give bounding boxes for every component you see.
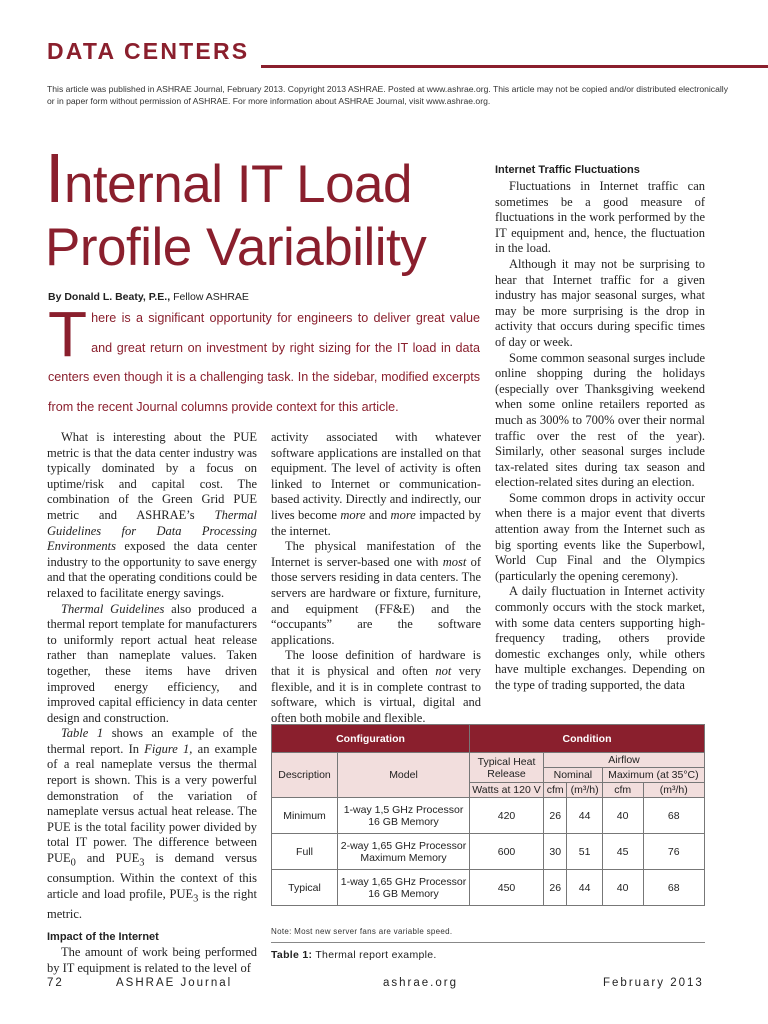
- emphasis: Thermal Guidelines for Data Processing Environments: [47, 507, 257, 554]
- paragraph: A daily fluctuation in Internet activity commonly occurs with the stock market, with some data centers supporting high-frequency trading, others provide domestic exchanges only, while others have multiple exchanges. Depending on the type of trading supported, the data: [495, 584, 705, 692]
- model-line: 16 GB Memory: [368, 887, 439, 900]
- emphasis: more: [340, 507, 366, 522]
- text: The loose definition of hardware is that it is physical and often: [271, 648, 481, 678]
- header-configuration: Configuration: [272, 725, 470, 753]
- cell-m3h-nominal: 51: [567, 834, 602, 870]
- header-condition: Condition: [470, 725, 705, 753]
- headline-line-1: [45, 139, 413, 217]
- model-line: Maximum Memory: [360, 851, 447, 864]
- header-watts: Watts at 120 V: [470, 783, 544, 798]
- cell-m3h-nominal: 44: [567, 870, 602, 906]
- footer-url[interactable]: ashrae.org: [383, 977, 458, 989]
- paragraph: [47, 602, 257, 727]
- header-m3h: (m³/h): [643, 783, 704, 798]
- section-rule: [261, 65, 768, 68]
- subheading-internet-traffic: Internet Traffic Fluctuations: [495, 164, 640, 176]
- emphasis: Table 1: [61, 726, 104, 741]
- text: activity associated with whatever software applications are installed on that equipment. The level of activity is often linked to Internet or communication-based activity. Directly and indirectly, our lives become: [271, 430, 481, 522]
- cell-cfm-max: 40: [602, 798, 643, 834]
- cell-m3h-max: 68: [643, 798, 704, 834]
- header-m3h: (m³/h): [567, 783, 602, 798]
- cell-cfm-nominal: 30: [544, 834, 567, 870]
- table-row: [272, 870, 705, 906]
- text: of those servers residing in data centers. The servers are hardware or fixture, furniture, and equipment (FF&E) and the “occupants” are the software applications.: [271, 554, 481, 647]
- emphasis: Thermal Guidelines: [61, 601, 165, 616]
- column-3: [495, 163, 705, 694]
- subheading-impact-of-internet: Impact of the Internet: [47, 931, 159, 944]
- paragraph: [47, 726, 257, 922]
- intro-text: here is a significant opportunity for engineers to deliver great value and great return on investment by right sizing for the IT load in data centers even though it is a challenging task. In the sidebar, modified excerpts from the recent Journal columns provide context for this article.: [48, 311, 480, 414]
- emphasis: not: [435, 663, 452, 678]
- headline-line-2: Profile Variability: [45, 218, 427, 277]
- paragraph: [271, 539, 481, 648]
- model-line: 1-way 1,65 GHz Processor: [340, 875, 467, 888]
- caption-text: Thermal report example.: [312, 949, 437, 961]
- caption-rule: [271, 942, 705, 943]
- text: very flexible, and it is in complete contrast to software, which is virtual, digital and often both mobile and flexible.: [271, 663, 481, 725]
- column-2: [271, 430, 481, 726]
- header-cfm: cfm: [602, 783, 643, 798]
- intro-dropcap: T: [48, 298, 88, 370]
- cell-cfm-max: 45: [602, 834, 643, 870]
- header-description: Description: [272, 753, 338, 798]
- paragraph: The amount of work being performed by IT equipment is related to the level of: [47, 945, 257, 975]
- cell-cfm-nominal: 26: [544, 798, 567, 834]
- model-line: 2-way 1,65 GHz Processor: [340, 839, 467, 852]
- cell-cfm-max: 40: [602, 870, 643, 906]
- cell-m3h-nominal: 44: [567, 798, 602, 834]
- model-line: 16 GB Memory: [368, 815, 439, 828]
- subscript: 3: [139, 857, 145, 869]
- text: What is interesting about the PUE metric is that the data center industry was typically dominated by a focus on uptime/risk and capital cost. The combination of the Green Grid PUE metric and ASHRAE’s: [47, 430, 257, 522]
- model-line: 1-way 1,5 GHz Processor: [343, 803, 464, 816]
- paragraph: Although it may not be surprising to hear that Internet traffic for a given industry has major seasonal surges, what may be more surprising is the drop in activity that occurs during specific times of day or week.: [495, 256, 705, 349]
- table-row: [272, 798, 705, 834]
- cell-watts: 450: [470, 870, 544, 906]
- headline-initial: I: [45, 139, 64, 217]
- header-cfm: cfm: [544, 783, 567, 798]
- text: shows an example of the thermal report. In: [47, 726, 258, 756]
- cell-description: Full: [272, 834, 338, 870]
- intro-paragraph: [48, 298, 480, 422]
- section-header: [47, 38, 768, 68]
- cell-description: Typical: [272, 870, 338, 906]
- table-note: Note: Most new server fans are variable speed.: [271, 927, 453, 936]
- copyright-notice: This article was published in ASHRAE Journal, February 2013. Copyright 2013 ASHRAE. Posted at www.ashrae.org. This article may not be copied and/or distributed electronically or in paper form without permission of ASHRAE. For more information about ASHRAE Journal, visit www.ashrae.org.: [47, 84, 729, 106]
- caption-label: Table 1:: [271, 949, 313, 961]
- text: also produced a thermal report template for manufacturers to uniformly report actual heat release rather than nameplate values. Taken together, these items have driven improved energy efficiency, and improved capital efficiency in data center design and construction.: [47, 601, 257, 725]
- cell-m3h-max: 76: [643, 834, 704, 870]
- paragraph: [271, 430, 481, 539]
- footer-page-number: 72: [47, 977, 64, 989]
- headline-line-1-rest: nternal IT Load: [63, 155, 413, 214]
- paragraph: [271, 648, 481, 726]
- section-title: DATA CENTERS: [47, 38, 250, 64]
- header-airflow: Airflow: [544, 753, 705, 768]
- text: and: [365, 507, 391, 522]
- text: The physical manifestation of the Internet is server-based one with: [271, 539, 481, 569]
- text: and PUE: [75, 851, 140, 866]
- paragraph: Some common seasonal surges include online shopping during the holidays (especially over Thanksgiving weekend when some online retailers reported as much as 300% to 700% over their normal traffic over the rest of the year). Similarly, other seasonal surges include tax-related sites during tax season and election-related sites during an election.: [495, 350, 705, 490]
- text: impacted by the internet.: [271, 507, 481, 538]
- header-nominal: Nominal: [544, 768, 603, 783]
- text: is demand versus consumption. Within the context of this article and load profile, PUE: [47, 851, 257, 901]
- paragraph: Some common drops in activity occur when there is a major event that diverts attention away from the Internet such as big sporting events like the Superbowl, World Cup Final and the Olympics (particularly the opening ceremony).: [495, 490, 705, 583]
- text: is the right metric.: [47, 886, 257, 921]
- emphasis: most: [442, 554, 467, 569]
- footer-date: February 2013: [603, 977, 704, 989]
- header-maximum: Maximum (at 35°C): [602, 768, 704, 783]
- cell-model: [338, 870, 470, 906]
- byline-author: By Donald L. Beaty, P.E.,: [48, 291, 171, 303]
- text: exposed the data center industry to the opportunity to save energy and that the operating conditions could be relaxed to facilitate energy savings.: [47, 539, 257, 600]
- table-caption: [271, 949, 437, 961]
- cell-model: [338, 834, 470, 870]
- emphasis: Figure 1,: [144, 741, 193, 756]
- table-row: [272, 834, 705, 870]
- cell-watts: 420: [470, 798, 544, 834]
- header-heat-release: Typical Heat Release: [470, 753, 544, 783]
- subscript: 3: [193, 893, 199, 905]
- column-1: [47, 430, 257, 977]
- paragraph: Fluctuations in Internet traffic can sometimes be a good measure of fluctuations in the work performed by the IT equipment and, hence, the fluctuation in the load.: [495, 179, 705, 256]
- cell-m3h-max: 68: [643, 870, 704, 906]
- header-model: Model: [338, 753, 470, 798]
- paragraph: [47, 430, 257, 602]
- thermal-report-table: [271, 724, 705, 906]
- subscript: 0: [70, 857, 76, 869]
- cell-cfm-nominal: 26: [544, 870, 567, 906]
- byline-title: Fellow ASHRAE: [170, 291, 249, 303]
- footer-journal: ASHRAE Journal: [116, 977, 233, 989]
- emphasis: more: [390, 507, 416, 522]
- text: an example of a real nameplate versus the thermal report is shown. This is a very powerful demonstration of the variation of nameplate versus actual heat release. The PUE is the total facility power divided by total IT power. The difference between PUE: [47, 741, 258, 866]
- cell-model: [338, 798, 470, 834]
- cell-description: Minimum: [272, 798, 338, 834]
- cell-watts: 600: [470, 834, 544, 870]
